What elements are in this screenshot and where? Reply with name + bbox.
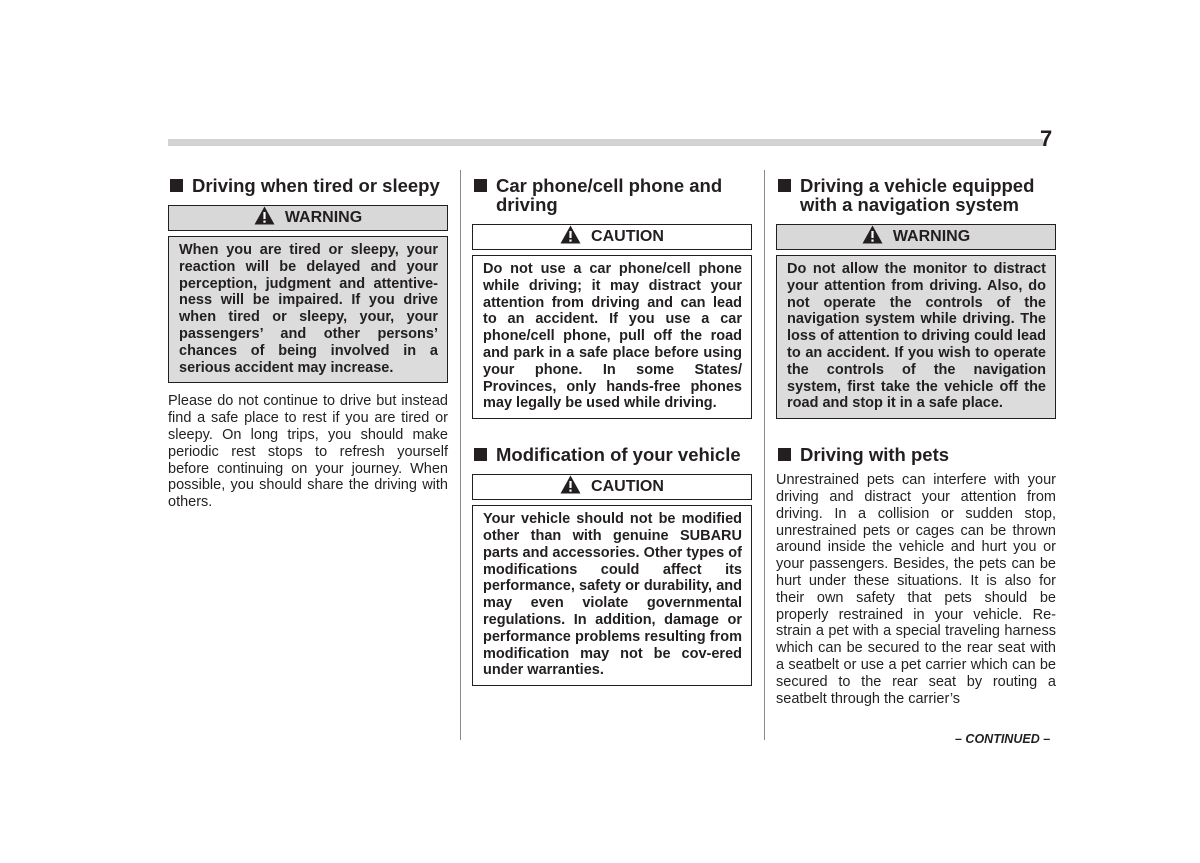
- heading-text: Driving a vehicle equipped with a navigation system: [800, 175, 1035, 215]
- square-bullet-icon: [778, 179, 791, 192]
- caution-label-text: CAUTION: [591, 478, 664, 496]
- column-3: [776, 170, 1056, 707]
- caution-box: Your vehicle should not be modified other than with genuine SUBARU parts and accessories. Other types of modifications could affect its performance, safety or durability, and may even violate governmental regulations. In addition, damage or performance problems resulting from modification may not be cov-ered under warranties.: [472, 505, 752, 686]
- heading-text: Driving when tired or sleepy: [192, 175, 440, 196]
- caution-label-text: CAUTION: [591, 228, 664, 245]
- column-1: [168, 170, 448, 511]
- warning-triangle-icon: [560, 475, 581, 494]
- caution-label: [472, 474, 752, 500]
- body-paragraph: Unrestrained pets can interfere with your driving and distract your attention from driving. In a collision or sudden stop, unrestrained pets or cages can be thrown around inside the vehicle and hurt you or your passengers. Besides, the pets can be hurt under these situations. It is also for their own safety that pets should be properly restrained in your vehicle. Re-strain a pet with a special traveling harness which can be secured to the rear seat with a seatbelt or use a pet carrier which can be secured to the rear seat by routing a seatbelt through the carrier’s: [776, 472, 1056, 707]
- column-divider: [460, 170, 461, 740]
- square-bullet-icon: [170, 179, 183, 192]
- warning-label-text: WARNING: [892, 228, 971, 245]
- section-heading: [472, 445, 752, 464]
- body-paragraph: Please do not continue to drive but instead find a safe place to rest if you are tired or sleepy. On long trips, you should make periodic rest stops to refresh yourself before continuing on your journey. When possible, you should share the driving with others.: [168, 393, 448, 511]
- caution-label: [472, 224, 752, 250]
- section-heading: [776, 176, 1056, 214]
- continued-label: – CONTINUED –: [955, 732, 1051, 746]
- warning-triangle-icon: [254, 206, 275, 225]
- warning-label-text: WARNING: [284, 209, 363, 226]
- caution-box: Do not use a car phone/cell phone while driving; it may distract your attention from driving and can lead to an accident. If you use a car phone/cell phone, pull off the road and park in a safe place before using your phone. In some States/ Provinces, only hands-free phones may legally be used while driving.: [472, 255, 752, 419]
- column-2: [472, 170, 752, 686]
- warning-label: [168, 205, 448, 231]
- heading-text: Driving with pets: [800, 444, 950, 466]
- square-bullet-icon: [474, 179, 487, 192]
- section-heading: [776, 445, 1056, 464]
- warning-label: [776, 224, 1056, 250]
- column-divider: [764, 170, 765, 740]
- warning-triangle-icon: [560, 225, 581, 244]
- page-number: 7: [1040, 126, 1053, 151]
- square-bullet-icon: [474, 448, 487, 461]
- warning-box: Do not allow the monitor to distract your attention from driving. Also, do not operate the controls of the navigation system while driving. The loss of attention to driving could lead to an accident. If you wish to operate the controls of the navigation system, first take the vehicle off the road and stop it in a safe place.: [776, 255, 1056, 419]
- heading-text: Modification of your vehicle: [496, 444, 741, 466]
- warning-triangle-icon: [862, 225, 883, 244]
- header-rule: [168, 139, 1043, 146]
- heading-text: Car phone/cell phone and driving: [496, 175, 723, 215]
- section-heading: [472, 176, 752, 214]
- warning-box: When you are tired or sleepy, your reaction will be delayed and your perception, judgment and attentive-ness will be impaired. If you drive when tired or sleepy, your, your passengers’ and other persons’ chances of being involved in a serious accident may increase.: [168, 236, 448, 383]
- section-heading: [168, 176, 448, 195]
- square-bullet-icon: [778, 448, 791, 461]
